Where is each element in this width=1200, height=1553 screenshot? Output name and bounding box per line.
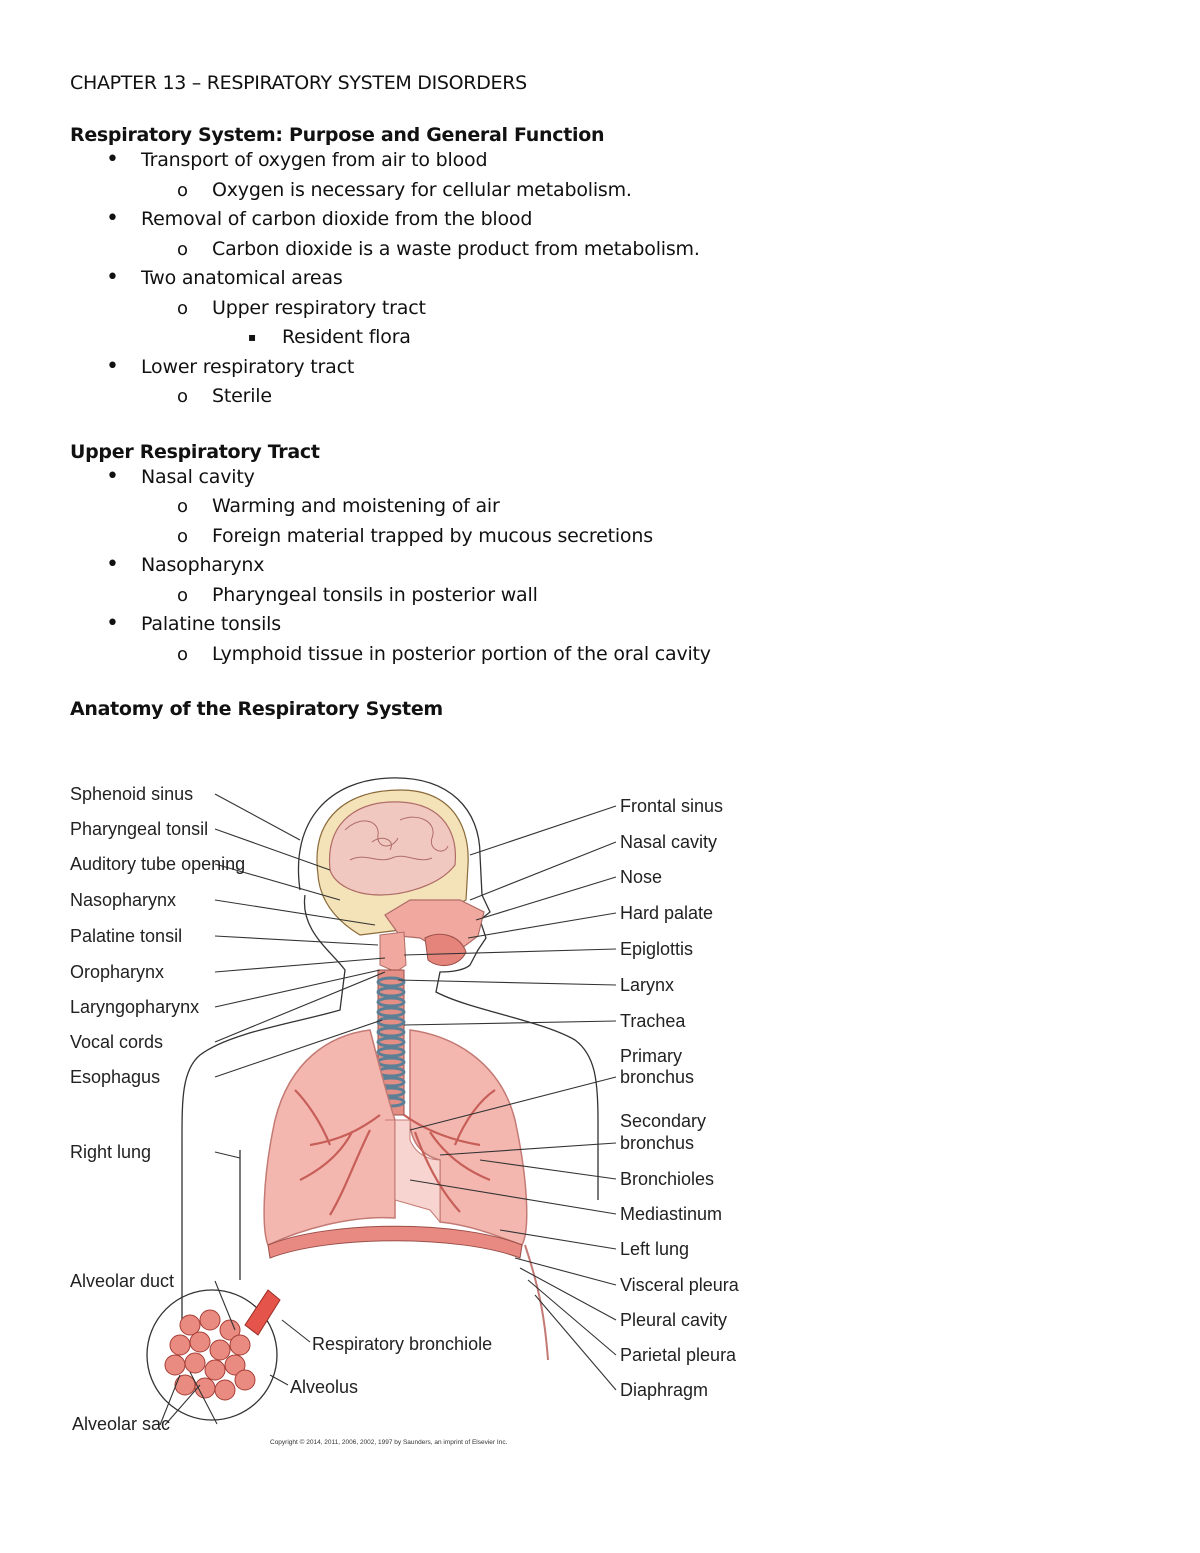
bullet-marker: • [106,463,119,489]
leader-line [404,1021,616,1025]
leader-line [528,1280,616,1355]
lungs [264,1030,548,1360]
alveolus-shape [165,1355,185,1375]
figure-label: bronchus [620,1133,695,1153]
bullet-marker: • [106,147,119,172]
leader-line [520,1268,616,1320]
alveolus-shape [215,1380,235,1400]
list-item [70,551,1130,581]
list-item-text: Nasopharynx [141,554,265,576]
figure-label: Primary [620,1046,682,1066]
purpose-list [70,146,1130,412]
anatomy-illustration [0,760,800,1460]
figure-label: Bronchioles [620,1169,715,1189]
alveolus-shape [205,1360,225,1380]
figure-label: Respiratory bronchiole [312,1334,493,1354]
list-item-text: Two anatomical areas [141,267,343,289]
inset-labels [290,1334,492,1397]
section-heading-upper-tract: Upper Respiratory Tract [70,440,320,463]
list-item-text: Removal of carbon dioxide from the blood [141,208,533,230]
bullet-marker: o [177,496,188,517]
list-item-text: Palatine tonsils [141,613,281,635]
bullet-marker: o [177,238,188,260]
figure-label: Pleural cavity [620,1310,728,1330]
list-item-text: Warming and moistening of air [212,495,500,517]
alveolus-shape [170,1335,190,1355]
figure-label: Sphenoid sinus [70,784,194,804]
section-heading-purpose: Respiratory System: Purpose and General Function [70,124,605,146]
figure-label: Larynx [620,975,675,995]
figure-label: Alveolar sac [72,1414,171,1434]
alveolus-shape [200,1310,220,1330]
alveolus-shape [175,1375,195,1395]
right-labels [620,796,740,1400]
bullet-marker: o [177,179,188,201]
copyright-notice: Copyright © 2014, 2011, 2006, 2002, 1997 by Saunders, an imprint of Elsevier Inc. [270,1439,508,1446]
list-item-text: Pharyngeal tonsils in posterior wall [212,583,538,606]
list-item [70,205,1130,235]
leader-line [515,1258,616,1285]
bullet-marker: • [106,611,119,636]
list-item [70,610,1130,640]
list-item [70,146,1130,176]
respiratory-anatomy-figure [0,760,800,1460]
leader-line [398,980,616,985]
document-page [70,72,1130,720]
alveolus-shape [210,1340,230,1360]
head-structures [317,790,484,972]
list-item [70,353,1130,383]
list-item-text: Lymphoid tissue in posterior portion of the oral cavity [212,642,711,665]
figure-label: Mediastinum [620,1204,723,1224]
figure-label: Esophagus [70,1067,161,1087]
list-item [70,640,1130,670]
figure-label: Visceral pleura [620,1275,739,1295]
bullet-marker: • [106,552,119,577]
figure-label: Right lung [70,1142,152,1162]
list-item-text: Sterile [212,385,272,407]
alveolus-shape [235,1370,255,1390]
figure-label: Oropharynx [70,962,165,982]
figure-label: Hard palate [620,903,714,923]
figure-label: Left lung [620,1239,690,1259]
figure-label: Secondary [620,1111,707,1131]
list-item [70,581,1130,611]
figure-label: Diaphragm [620,1380,709,1400]
bullet-marker: o [177,297,188,319]
figure-label: Frontal sinus [620,796,724,816]
figure-label: Epiglottis [620,939,694,959]
bullet-marker: • [106,353,119,379]
list-item-text: Lower respiratory tract [141,355,355,378]
leader-line [215,970,380,1007]
bullet-marker: o [177,584,188,606]
list-item-text: Foreign material trapped by mucous secretions [212,524,653,547]
figure-label: Auditory tube opening [70,854,246,874]
list-item-text: Upper respiratory tract [212,296,426,319]
list-item [70,235,1130,265]
figure-label: Nasal cavity [620,832,718,852]
bullet-marker: ▪ [248,330,256,344]
leader-line [215,1152,240,1158]
upper-tract-list [70,463,1130,670]
bullet-marker: • [106,265,119,290]
list-item-text: Oxygen is necessary for cellular metabolism. [212,178,632,201]
figure-label: Parietal pleura [620,1345,737,1365]
figure-label: Alveolus [290,1377,359,1397]
leader-line [470,842,616,900]
right-lung-shape [264,1030,395,1245]
leader-line [282,1320,310,1342]
left-lung-shape [410,1030,527,1245]
alveolus-shape [185,1353,205,1373]
figure-label: Nasopharynx [70,890,177,910]
list-item-text: Resident flora [282,326,411,348]
figure-label: Nose [620,867,663,887]
list-item [70,522,1130,552]
figure-label: Pharyngeal tonsil [70,819,209,839]
bullet-marker: o [177,386,188,407]
leader-line [215,936,378,945]
list-item [70,323,1130,353]
alveoli-inset [147,1290,280,1420]
leader-line [468,913,616,938]
left-labels [70,784,245,1434]
list-item [70,294,1130,324]
list-item [70,176,1130,206]
bullet-marker: o [177,525,188,547]
leader-line [476,877,616,920]
list-item [70,463,1130,493]
list-item [70,264,1130,294]
list-item [70,492,1130,522]
figure-label: Alveolar duct [70,1271,175,1291]
figure-label: bronchus [620,1067,695,1087]
leader-line [215,958,385,972]
bullet-marker: o [177,643,188,665]
leader-line [470,806,616,855]
figure-label: Vocal cords [70,1032,164,1052]
figure-label: Laryngopharynx [70,997,200,1017]
section-heading-anatomy: Anatomy of the Respiratory System [70,698,443,720]
alveolus-shape [190,1332,210,1352]
bullet-marker: • [106,206,119,231]
figure-label: Palatine tonsil [70,926,183,946]
list-item-text: Transport of oxygen from air to blood [141,149,488,171]
alveolus-shape [230,1335,250,1355]
list-item [70,382,1130,412]
list-item-text: Nasal cavity [141,465,255,488]
figure-label: Trachea [620,1011,686,1031]
chapter-title: CHAPTER 13 – RESPIRATORY SYSTEM DISORDERS [70,72,527,94]
list-item-text: Carbon dioxide is a waste product from metabolism. [212,237,700,260]
